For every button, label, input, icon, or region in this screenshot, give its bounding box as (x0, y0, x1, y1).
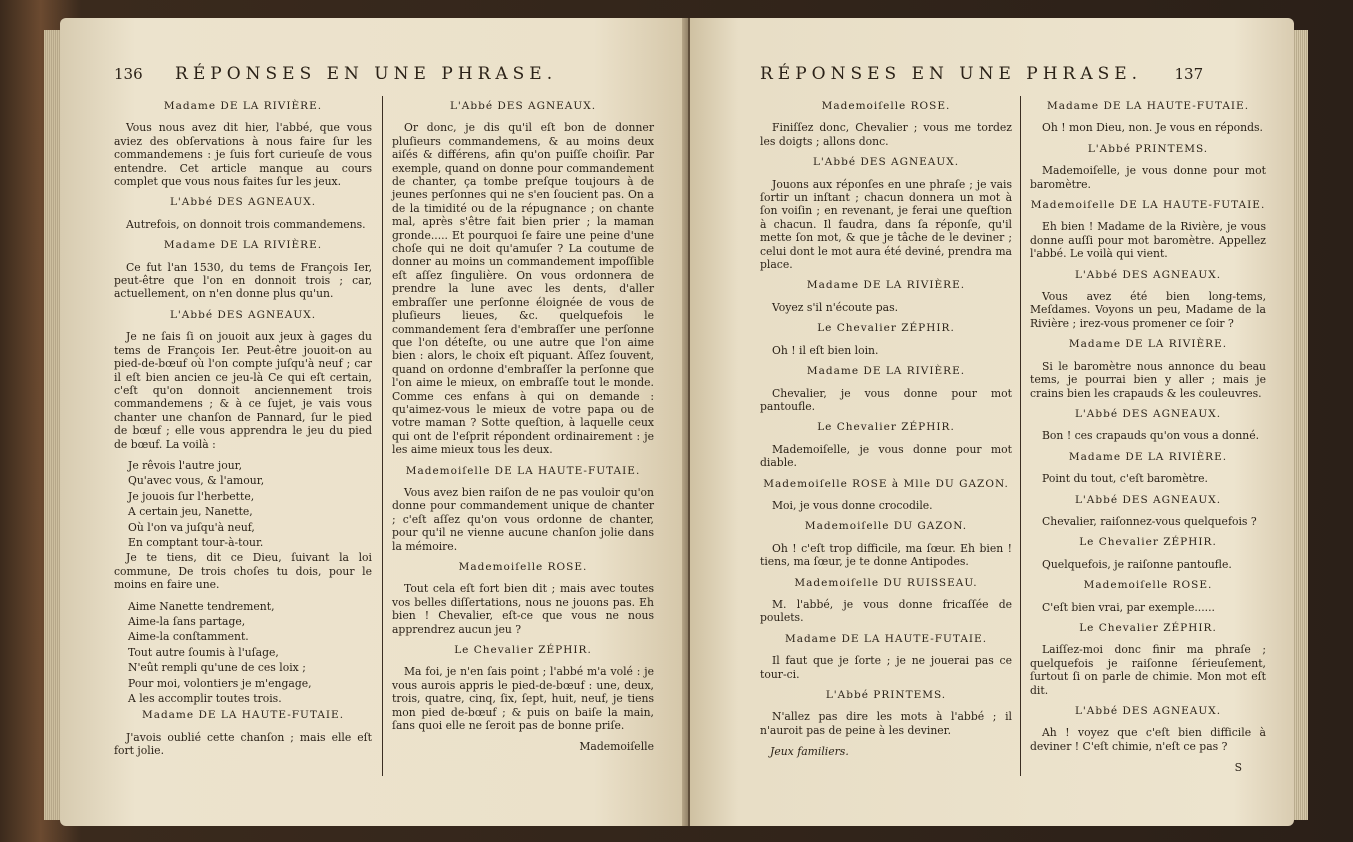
paragraph: Je te tiens, dit ce Dieu, ſuivant la loi commune, De trois choſes tu dois, pour le moins en faire une. (114, 551, 372, 592)
speaker-name: Mademoiſelle DU GAZON. (804, 520, 968, 533)
paragraph: Moi, je vous donne crocodile. (772, 498, 933, 512)
left-page (60, 18, 688, 826)
paragraph: Mademoiſelle, je vous donne pour mot baromètre. (1030, 164, 1266, 191)
speaker-name: Mademoiſelle ROSE à Mlle DU GAZON. (763, 477, 1009, 490)
speaker-name: Le Chevalier ZÉPHIR. (817, 322, 955, 335)
speaker-name: L'Abbé DES AGNEAUX. (449, 100, 597, 112)
page-edges-right (1292, 30, 1308, 820)
paragraph: Oh ! il eſt bien loin. (772, 343, 879, 357)
speaker-name: Mademoiſelle DE LA HAUTE-FUTAIE. (405, 464, 641, 477)
column-divider (1020, 96, 1021, 776)
running-head-title: RÉPONSES EN UNE PHRASE. (760, 64, 1143, 84)
column-divider (382, 96, 383, 776)
speaker-name: Madame DE LA HAUTE-FUTAIE. (1046, 100, 1250, 112)
verse-line: A les accomplir toutes trois. (128, 692, 282, 706)
verse-line: N'eût rempli qu'une de ces loix ; (128, 661, 306, 675)
left-column-2 (392, 96, 654, 762)
verse-line: Tout autre ſoumis à l'uſage, (128, 645, 279, 659)
speaker-name: Mademoiſelle DE LA HAUTE-FUTAIE. (1030, 199, 1266, 212)
speaker-name: Madame DE LA RIVIÈRE. (163, 239, 323, 252)
verse-line: Je rêvois l'autre jour, (128, 458, 243, 472)
speaker-name: Le Chevalier ZÉPHIR. (817, 421, 955, 434)
verse-line: A certain jeu, Nanette, (128, 505, 253, 519)
paragraph: Il faut que je ſorte ; je ne jouerai pas ce tour-ci. (760, 654, 1012, 681)
speaker-name: L'Abbé DES AGNEAUX. (169, 308, 317, 321)
speaker-name: Mademoiſelle DU RUISSEAU. (794, 576, 978, 589)
catchword: Mademoiſelle (579, 740, 654, 754)
paragraph: Eh bien ! Madame de la Rivière, je vous donne auſſi pour mot baromètre. Appellez l'abbé. Le voilà qui vient. (1030, 220, 1266, 261)
paragraph: Vous nous avez dit hier, l'abbé, que vous aviez des obſervations à nous faire ſur les commandemens : je ſuis fort curieuſe de vous entendre. Cet article manque au cours complet que vous nous faites ſur les jeux. (114, 121, 372, 189)
verse-line: En comptant tour-à-tour. (128, 535, 264, 549)
left-column-1 (114, 96, 372, 766)
speaker-name: Madame DE LA RIVIÈRE. (163, 100, 323, 112)
verse-line: Aime Nanette tendrement, (128, 599, 275, 613)
paragraph: Oh ! c'eſt trop difficile, ma ſœur. Eh bien ! tiens, ma ſœur, je te donne Antipodes. (760, 541, 1012, 569)
speaker-name: Madame DE LA RIVIÈRE. (806, 279, 966, 292)
verse-line: Où l'on va juſqu'à neuf, (128, 520, 255, 534)
paragraph: Bon ! ces crapauds qu'on vous a donné. (1042, 429, 1260, 443)
page-number: 136 (114, 65, 143, 83)
signature-mark: Jeux familiers. (770, 745, 849, 759)
paragraph: Ma foi, je n'en ſais point ; l'abbé m'a volé : je vous aurois appris le pied-de-bœuf : une, deux, trois, quatre, cinq, ſix, ſept, huit, neuf, je tiens mon pied de-bœuf ; & puis on baiſe la main, ſans quoi elle ne ſeroit pas de bonne priſe. (392, 665, 654, 733)
speaker-name: Mademoiſelle ROSE. (458, 561, 588, 573)
paragraph: Je ne ſais ſi on jouoit aux jeux à gages du tems de François Ier. Peut-être jouoit-on au pied-de-bœuf où l'on compte juſqu'à neuf ; car il eſt bien ancien ce jeu-là Ce qui eſt certain, c'eſt qu'on donnoit anciennement trois commandemens ; & à ce ſujet, je vais vous chanter une chanſon de Pannard, ſur le pied de bœuf ; elle vous apprendra le jeu du pied de bœuf. La voilà : (114, 330, 372, 451)
speaker-name: Mademoiſelle ROSE. (1083, 579, 1213, 592)
right-column-1 (760, 96, 1012, 767)
paragraph: J'avois oublié cette chanſon ; mais elle eſt fort jolie. (114, 730, 372, 758)
paragraph: Chevalier, je vous donne pour mot pantoufle. (760, 386, 1012, 413)
verse-line: Aime-la conſtamment. (128, 630, 249, 644)
speaker-name: L'Abbé PRINTEMS. (1087, 142, 1209, 155)
speaker-name: L'Abbé DES AGNEAUX. (812, 156, 960, 169)
paragraph: Or donc, je dis qu'il eſt bon de donner pluſieurs commandemens, & au moins deux aiſés & différens, afin qu'on puiſſe choiſir. Par exemple, quand on donne pour commandement de chanter, ça tombe preſque toujours à de jeunes perſonnes qui ne s'en ſoucient pas. On a de la timidité ou de la répugnance ; on chante mal, après s'être fait bien prier ; la maman gronde..... Et pourquoi ſe faire une peine d'une choſe qui ne doit qu'amuſer ? La coutume de donner au moins un commandement impoſſible eſt aſſez ſingulière. On vous ordonnera de prendre la lune avec les dents, d'aller embraſſer une perſonne éloignée de vous de pluſieurs lieues, &c. quelquefois le commandement ſera d'embraſſer une perſonne que l'on déteſte, ou une autre que l'on aime bien : alors, le choix eſt piquant. Aſſez ſouvent, quand on ordonne d'embraſſer la perſonne que l'on aime le mieux, on embraſſe tout le monde. Comme ces enfans à qui on demande : qu'aimez-vous le mieux de votre papa ou de votre maman ? Sotte queſtion, à laquelle ceux qui ont de l'eſprit répondent ordinairement : je les aime mieux tous les deux. (392, 121, 654, 457)
paragraph: Finiſſez donc, Chevalier ; vous me tordez les doigts ; allons donc. (760, 121, 1012, 148)
paragraph: Tout cela eſt fort bien dit ; mais avec toutes vos belles diſſertations, nous ne jouons pas. Eh bien ! Chevalier, eſt-ce que vous ne nous apprendrez aucun jeu ? (392, 582, 654, 636)
verse-line: Pour moi, volontiers je m'engage, (128, 676, 312, 690)
verse-line: Je jouois ſur l'herbette, (128, 489, 255, 503)
page-number: 137 (1174, 65, 1204, 83)
speaker-name: L'Abbé DES AGNEAUX. (169, 196, 317, 209)
speaker-name: Madame DE LA RIVIÈRE. (1068, 338, 1228, 351)
speaker-name: Madame DE LA RIVIÈRE. (806, 365, 966, 378)
speaker-name: Madame DE LA HAUTE-FUTAIE. (784, 632, 988, 645)
paragraph: Jouons aux réponſes en une phraſe ; je vais ſortir un inſtant ; chacun donnera un mot à ſon voiſin ; en revenant, je ferai une queſtion à chacun. Il faudra, dans ſa réponſe, qu'il mette ſon mot, & que je tâche de le deviner ; celui dont le mot aura été deviné, prendra ma place. (760, 177, 1012, 272)
paragraph: Ce fut l'an 1530, du tems de François Ier, peut-être que l'on en donnoit trois ; car, actuellement, on n'en donne plus qu'un. (114, 260, 372, 301)
speaker-name: L'Abbé DES AGNEAUX. (1074, 268, 1222, 281)
paragraph: N'allez pas dire les mots à l'abbé ; il n'auroit pas de peine à les deviner. (760, 710, 1012, 737)
paragraph: Chevalier, raiſonnez-vous quelquefois ? (1042, 514, 1257, 528)
paragraph: Mademoiſelle, je vous donne pour mot diable. (760, 442, 1012, 470)
right-column-2 (1030, 96, 1266, 783)
speaker-name: Madame DE LA HAUTE-FUTAIE. (141, 709, 345, 722)
verse-line: Aime-la ſans partage, (128, 615, 246, 628)
paragraph: M. l'abbé, je vous donne fricaſſée de poulets. (760, 597, 1012, 625)
running-head-title: RÉPONSES EN UNE PHRASE. (175, 64, 558, 84)
speaker-name: Le Chevalier ZÉPHIR. (1079, 621, 1217, 634)
paragraph: Vous avez été bien long-tems, Meſdames. Voyons un peu, Madame de la Rivière ; irez-vous promener ce ſoir ? (1030, 290, 1266, 330)
paragraph: Ah ! voyez que c'eſt bien difficile à deviner ! C'eſt chimie, n'eſt ce pas ? (1030, 726, 1266, 753)
speaker-name: Mademoiſelle ROSE. (821, 100, 951, 112)
speaker-name: Le Chevalier ZÉPHIR. (454, 644, 592, 657)
paragraph: Autrefois, on donnoit trois commandemens. (126, 217, 366, 231)
paragraph: Quelquefois, je raiſonne pantoufle. (1042, 557, 1232, 571)
paragraph: Si le baromètre nous annonce du beau tems, je pourrai bien y aller ; mais je crains bien les crapauds & les couleuvres. (1030, 359, 1266, 400)
speaker-name: L'Abbé PRINTEMS. (825, 689, 947, 701)
speaker-name: Madame DE LA RIVIÈRE. (1068, 450, 1228, 463)
verse-line: Qu'avec vous, & l'amour, (128, 474, 265, 488)
paragraph: Oh ! mon Dieu, non. Je vous en réponds. (1042, 121, 1263, 135)
paragraph: Point du tout, c'eſt baromètre. (1042, 472, 1208, 486)
speaker-name: Le Chevalier ZÉPHIR. (1079, 536, 1217, 549)
speaker-name: L'Abbé DES AGNEAUX. (1074, 407, 1222, 420)
right-running-head (760, 64, 1203, 84)
left-running-head (114, 64, 557, 84)
paragraph: Laiſſez-moi donc finir ma phraſe ; quelquefois je raiſonne ſérieuſement, ſurtout ſi on parle de chimie. Mon mot eſt dit. (1030, 643, 1266, 697)
paragraph: C'eſt bien vrai, par exemple...... (1042, 600, 1215, 614)
speaker-name: L'Abbé DES AGNEAUX. (1074, 705, 1222, 717)
paragraph: Voyez s'il n'écoute pas. (772, 300, 899, 314)
right-page (690, 18, 1294, 826)
paragraph: Vous avez bien raiſon de ne pas vouloir qu'on donne pour commandement unique de chanter ; c'eſt aſſez qu'on vous ordonne de chanter, pour qu'il ne vienne aucune chanſon jolie dans la mémoire. (392, 485, 654, 553)
speaker-name: L'Abbé DES AGNEAUX. (1074, 493, 1222, 506)
signature-mark: S (1234, 761, 1242, 775)
